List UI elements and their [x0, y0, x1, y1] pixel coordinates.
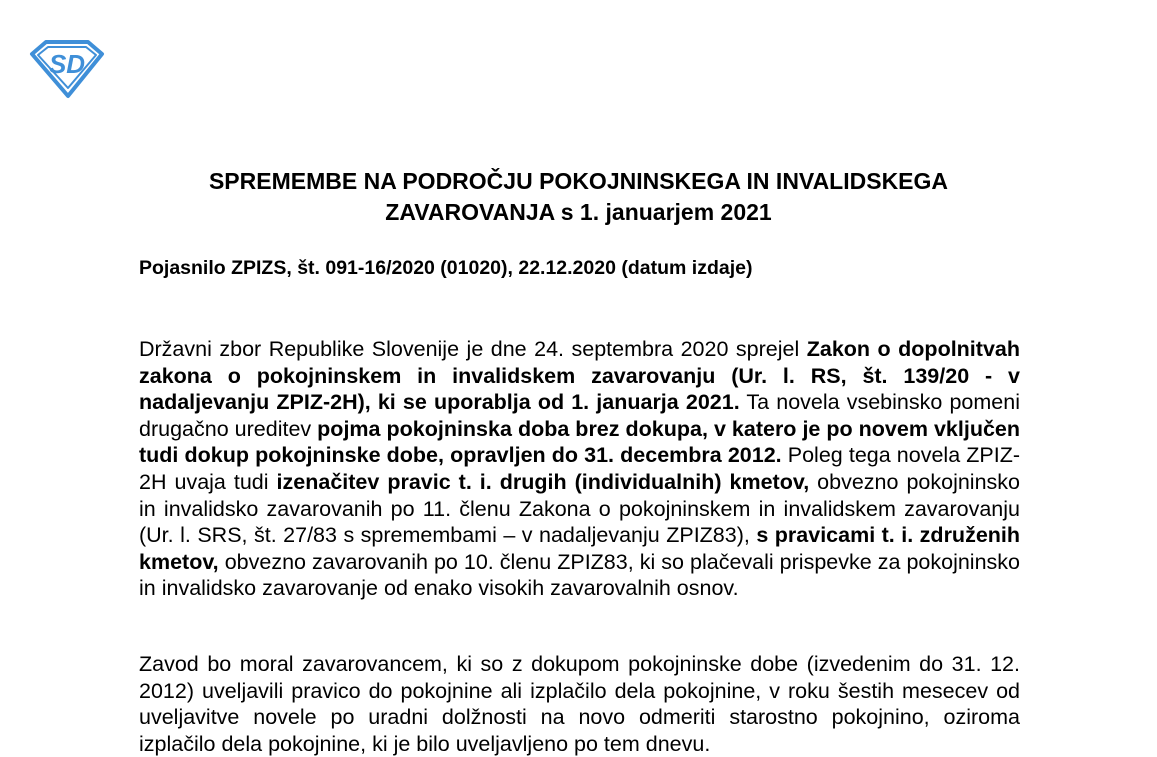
p1-bold-1: Zakon o dopolnitvah zakona o pokojninskem in invalidskem zavarovanju (Ur. l. RS, št. 139/20 - v nadaljevanju ZPIZ-2H), ki se uporablja od 1. januarja 2021. — [139, 337, 1020, 415]
p1-bold-2: pojma pokojninska doba brez dokupa, v katero je po novem vključen tudi dokup pokojninske dobe, opravljen do 31. decembra 2012. — [139, 416, 1021, 468]
paragraph-1 — [139, 336, 1020, 602]
title-line-1: SPREMEMBE NA PODROČJU POKOJNINSKEGA IN INVALIDSKEGA — [208, 168, 949, 194]
p1-text-4: obvezno pokojninsko in invalidsko zavarovanih po 11. členu Zakona o pokojninskem in invalidskem zavarovanju (Ur. l. SRS, št. 27/83 s spremembami – v nadaljevanju ZPIZ83), — [139, 469, 1021, 548]
document-title — [100, 166, 1057, 228]
p1-bold-3: izenačitev pravic t. i. drugih (individualnih) kmetov, — [276, 469, 810, 494]
document-subtitle: Pojasnilo ZPIZS, št. 091-16/2020 (01020), 22.12.2020 (datum izdaje) — [139, 257, 753, 279]
p1-bold-4: s pravicami t. i. združenih kmetov, — [139, 523, 1021, 574]
p1-text-1: Državni zbor Republike Slovenije je dne 24. septembra 2020 sprejel — [139, 337, 807, 361]
p1-text-5: obvezno zavarovanih po 10. členu ZPIZ83, ki so plačevali prispevke za pokojninsko in invalidsko zavarovanje od enako visokih zavarovalnih osnov. — [139, 549, 1020, 601]
p1-text-2: Ta novela vsebinsko pomeni drugačno ureditev — [139, 390, 1020, 441]
p1-text-3: Poleg tega novela ZPIZ-2H uvaja tudi — [139, 443, 1020, 494]
paragraph-2: Zavod bo moral zavarovancem, ki so z dokupom pokojninske dobe (izvedenim do 31. 12. 2012) uveljavili pravico do pokojnine ali izplačilo dela pokojnine, v roku šestih mesecev od uveljavitve novele po uradni dolžnosti na novo odmeriti starostno pokojnino, oziroma izplačilo dela pokojnine, ki je bilo uveljavljeno po tem dnevu. — [139, 652, 1020, 756]
company-logo — [28, 38, 106, 100]
logo-lettering: SD — [48, 49, 86, 79]
title-line-2: ZAVAROVANJA s 1. januarjem 2021 — [385, 199, 772, 225]
